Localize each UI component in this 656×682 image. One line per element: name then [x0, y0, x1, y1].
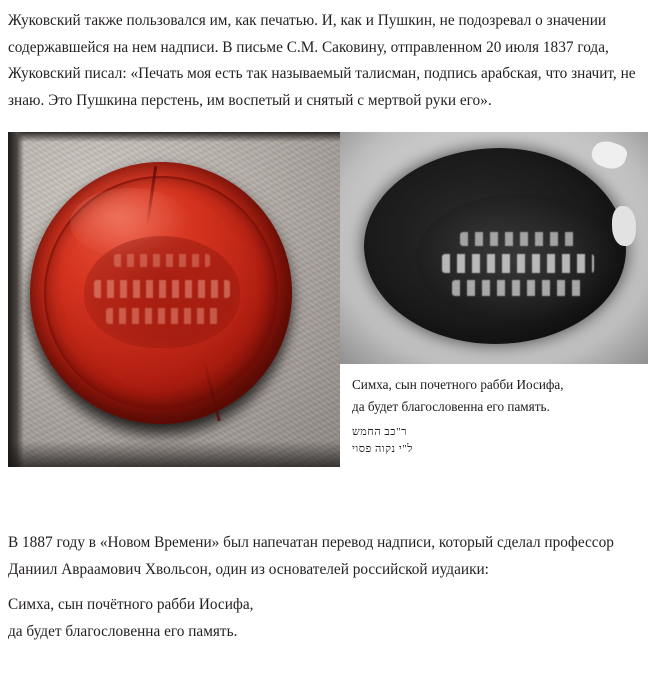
caption-hebrew-line-1: ר"כב החמש	[352, 426, 407, 438]
photo-top-shadow	[8, 132, 340, 142]
photo-bottom-shadow	[8, 441, 340, 467]
seal-inscription-row-3	[106, 308, 218, 324]
seal-figure	[8, 132, 648, 467]
caption-line-2: да будет благословенна его память.	[352, 399, 550, 414]
paragraph-gap	[8, 583, 656, 592]
impression-chip-top-right	[589, 137, 630, 173]
translation-line-1: Симха, сын почётного рабби Иосифа,	[8, 596, 254, 613]
photo-left-shadow	[8, 132, 24, 467]
impression-inscription-row-3	[452, 280, 584, 296]
impression-chip-right	[612, 206, 636, 246]
black-white-seal-impression-photo	[340, 132, 648, 364]
top-paragraph: Жуковский также пользовался им, как печатью. И, как и Пушкин, не подозревал о значении содержавшейся на нем надписи. В письме С.М. Саковину, отправленном 20 июля 1837 года, Жуковский писал: «Печать моя есть так называемый талисман, подпись арабская, что значит, не знаю. Это Пушкина перстень, им воспетый и снятый с мертвой руки его».	[8, 12, 636, 109]
top-paragraph-block	[0, 0, 656, 114]
caption-line-1: Симха, сын почетного рабби Иосифа,	[352, 377, 564, 392]
impression-inscription-row-2	[442, 254, 594, 273]
bottom-text-block	[0, 530, 656, 645]
figure-caption-panel	[340, 364, 648, 467]
caption-hebrew-line-2: ל"י נקוה פסוי	[352, 443, 413, 455]
translation-line-2: да будет благословенна его память.	[8, 622, 238, 640]
bottom-paragraph: В 1887 году в «Новом Времени» был напечатан перевод надписи, который сделал профессор Даниил Авраамович Хвольсон, один из основателей российской иудаики:	[8, 534, 614, 578]
seal-inscription-row-2	[94, 280, 230, 298]
seal-impression-body	[364, 148, 626, 344]
wax-seal-disc	[30, 162, 292, 424]
red-wax-seal-photo	[8, 132, 340, 467]
seal-inscription-row-1	[114, 254, 210, 267]
impression-inscription-row-1	[460, 232, 578, 246]
